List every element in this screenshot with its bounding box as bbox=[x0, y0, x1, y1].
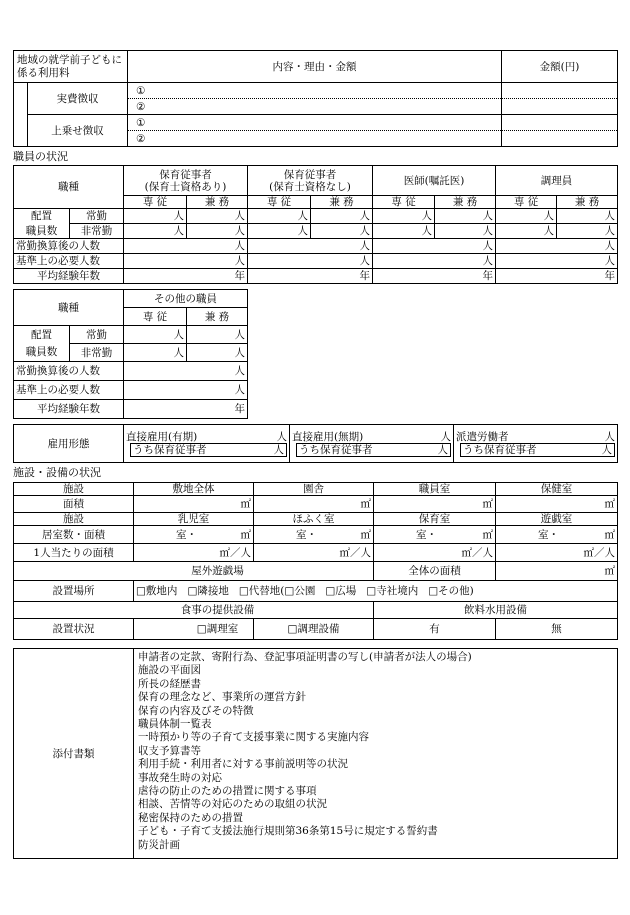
shokuin-label: 職員数 bbox=[14, 224, 70, 239]
attach-item: 職員体制一覧表 bbox=[138, 718, 212, 731]
total-area-label: 全体の面積 bbox=[374, 562, 496, 581]
staff-col4-header: 調理員 bbox=[496, 166, 618, 196]
fees-table bbox=[13, 50, 618, 147]
other-part: 兼 務 bbox=[187, 308, 248, 326]
other-keiken-label: 平均経験年数 bbox=[14, 400, 124, 419]
other-h-1[interactable]: 人 bbox=[124, 344, 187, 362]
haken-uchi: うち保育従事者 bbox=[463, 443, 537, 456]
other-hijoukin: 非常勤 bbox=[70, 344, 124, 362]
other-joukin: 常勤 bbox=[70, 326, 124, 344]
total-area-value[interactable]: ㎡ bbox=[496, 562, 618, 581]
kansan-label: 常勤換算後の人数 bbox=[14, 239, 124, 254]
staff-col1-header: 保育従事者 (保育士資格あり) bbox=[124, 166, 248, 196]
fees-extra-label: 上乗せ徴収 bbox=[28, 115, 128, 147]
room-area-label: 居室数・面積 bbox=[14, 526, 134, 544]
keiken-3[interactable]: 年 bbox=[373, 269, 496, 284]
staff-col3-header: 医師(嘱託医) bbox=[373, 166, 496, 196]
col1-part: 兼 務 bbox=[187, 196, 248, 209]
direct-fixed-uchi: うち保育従事者 bbox=[133, 443, 207, 456]
staff-col2-header: 保育従事者 (保育士資格なし) bbox=[248, 166, 373, 196]
staff-type-header: 職種 bbox=[14, 166, 124, 209]
opt-rinsetsu[interactable]: □隣接地 bbox=[187, 585, 229, 597]
opt-hiroba[interactable]: □広場 bbox=[325, 585, 357, 597]
direct-unfixed-cell[interactable]: 直接雇用(無期) 人 うち保育従事者 人 bbox=[290, 425, 454, 463]
fees-extra-2[interactable]: ② bbox=[128, 131, 502, 147]
fac-hokenshitsu: 保健室 bbox=[496, 483, 618, 496]
cell-j-3[interactable]: 人 bbox=[248, 209, 311, 224]
attach-item: 申請者の定款、寄附行為、登記事項証明書の写し(申請者が法人の場合) bbox=[138, 651, 472, 663]
attach-item: 防災計画 bbox=[138, 838, 180, 851]
attach-item: 保育の理念など、事業所の運営方針 bbox=[138, 691, 306, 704]
fees-actual-1-amount[interactable] bbox=[502, 83, 618, 99]
facility-section-title: 施設・設備の状況 bbox=[13, 466, 101, 479]
kitchen-check[interactable]: □調理室 bbox=[134, 619, 254, 640]
per-person-label: 1人当たりの面積 bbox=[14, 544, 134, 562]
employment-table bbox=[13, 424, 618, 463]
cell-h-2[interactable]: 人 bbox=[187, 224, 248, 239]
area-3[interactable]: ㎡ bbox=[374, 496, 496, 513]
fac-ensha: 園舎 bbox=[254, 483, 374, 496]
water-label: 飲料水用設備 bbox=[374, 602, 618, 619]
area-4[interactable]: ㎡ bbox=[496, 496, 618, 513]
room-3[interactable]: 室・ ㎡ bbox=[374, 526, 496, 544]
direct-unfixed-uchi: うち保育従事者 bbox=[299, 443, 373, 456]
staff-section-title: 職員の状況 bbox=[13, 150, 68, 163]
cell-h-8[interactable]: 人 bbox=[557, 224, 618, 239]
attachments-table bbox=[13, 648, 618, 859]
other-kansan-label: 常勤換算後の人数 bbox=[14, 362, 124, 381]
fac-nyuji: 乳児室 bbox=[134, 513, 254, 526]
fees-extra-2-amount[interactable] bbox=[502, 131, 618, 147]
opt-daitai[interactable]: □代替地(□公園 bbox=[238, 585, 316, 597]
col4-part: 兼 務 bbox=[557, 196, 618, 209]
attach-item: 相談、苦情等の対応のための取組の状況 bbox=[138, 798, 327, 811]
attach-item: 事故発生時の対応 bbox=[138, 771, 222, 784]
area-1[interactable]: ㎡ bbox=[134, 496, 254, 513]
col4-full: 専 従 bbox=[496, 196, 557, 209]
hitsuyou-1[interactable]: 人 bbox=[124, 254, 248, 269]
joukin-label: 常勤 bbox=[70, 209, 124, 224]
kansan-2[interactable]: 人 bbox=[248, 239, 373, 254]
fees-indent bbox=[14, 83, 28, 147]
other-j-1[interactable]: 人 bbox=[124, 326, 187, 344]
hijoukin-label: 非常勤 bbox=[70, 224, 124, 239]
other-type-header: 職種 bbox=[14, 290, 124, 326]
attach-item: 子ども・子育て支援法施行規則第36条第15号に規定する誓約書 bbox=[138, 825, 438, 838]
place-label: 設置場所 bbox=[14, 581, 134, 602]
attach-item: 一時預かり等の子育て支援事業に関する実施内容 bbox=[138, 731, 369, 744]
col1-full: 専 従 bbox=[124, 196, 187, 209]
fees-actual-2-amount[interactable] bbox=[502, 99, 618, 115]
haken-label: 派遣労働者 bbox=[456, 430, 509, 443]
hitsuyou-3[interactable]: 人 bbox=[373, 254, 496, 269]
per-1[interactable]: ㎡／人 bbox=[134, 544, 254, 562]
cell-h-1[interactable]: 人 bbox=[124, 224, 187, 239]
staff-table bbox=[13, 165, 618, 284]
other-staff-table bbox=[13, 289, 248, 419]
outdoor-label: 屋外遊戯場 bbox=[14, 562, 374, 581]
keiken-4[interactable]: 年 bbox=[496, 269, 618, 284]
attach-item: 虐待の防止のための措置に関する事項 bbox=[138, 785, 317, 798]
koyou-label: 雇用形態 bbox=[14, 425, 124, 463]
opt-jisha[interactable]: □寺社境内 bbox=[366, 585, 419, 597]
fees-extra-1[interactable]: ① bbox=[128, 115, 502, 131]
cell-j-8[interactable]: 人 bbox=[557, 209, 618, 224]
cooking-check[interactable]: □調理設備 bbox=[254, 619, 374, 640]
hitsuyou-2[interactable]: 人 bbox=[248, 254, 373, 269]
fees-header-content: 内容・理由・金額 bbox=[128, 51, 502, 83]
fac-shikichi: 敷地全体 bbox=[134, 483, 254, 496]
fees-actual-2[interactable]: ② bbox=[128, 99, 502, 115]
fac-hoiku: 保育室 bbox=[374, 513, 496, 526]
cell-j-7[interactable]: 人 bbox=[496, 209, 557, 224]
shisetsu-label-2: 施設 bbox=[14, 513, 134, 526]
per-4[interactable]: ㎡／人 bbox=[496, 544, 618, 562]
menseki-label: 面積 bbox=[14, 496, 134, 513]
cell-h-6[interactable]: 人 bbox=[435, 224, 496, 239]
fac-yugi: 遊戯室 bbox=[496, 513, 618, 526]
status-label: 設置状況 bbox=[14, 619, 134, 640]
fac-hofuku: ほふく室 bbox=[254, 513, 374, 526]
cell-h-4[interactable]: 人 bbox=[311, 224, 373, 239]
col3-part: 兼 務 bbox=[435, 196, 496, 209]
fac-shokuinshitsu: 職員室 bbox=[374, 483, 496, 496]
kansan-3[interactable]: 人 bbox=[373, 239, 496, 254]
area-2[interactable]: ㎡ bbox=[254, 496, 374, 513]
attach-item: 所長の経歴書 bbox=[138, 677, 201, 690]
opt-shikichi[interactable]: □敷地内 bbox=[136, 585, 178, 597]
cell-h-5[interactable]: 人 bbox=[373, 224, 435, 239]
water-no[interactable]: 無 bbox=[496, 619, 618, 640]
direct-fixed-label: 直接雇用(有期) bbox=[126, 430, 198, 443]
attach-item: 収支予算書等 bbox=[138, 744, 201, 757]
col2-part: 兼 務 bbox=[311, 196, 373, 209]
other-staff-header: その他の職員 bbox=[124, 290, 248, 308]
attach-list bbox=[134, 649, 618, 859]
room-4[interactable]: 室・ ㎡ bbox=[496, 526, 618, 544]
kansan-4[interactable]: 人 bbox=[496, 239, 618, 254]
other-h-2[interactable]: 人 bbox=[187, 344, 248, 362]
col3-full: 専 従 bbox=[373, 196, 435, 209]
cell-h-3[interactable]: 人 bbox=[248, 224, 311, 239]
other-shokuin: 職員数 bbox=[14, 344, 70, 362]
keiken-1[interactable]: 年 bbox=[124, 269, 248, 284]
other-keiken[interactable]: 年 bbox=[124, 400, 248, 419]
hitsuyou-4[interactable]: 人 bbox=[496, 254, 618, 269]
keiken-2[interactable]: 年 bbox=[248, 269, 373, 284]
other-full: 専 従 bbox=[124, 308, 187, 326]
fees-header-amount: 金額(円) bbox=[502, 51, 618, 83]
hitsuyou-label: 基準上の必要人数 bbox=[14, 254, 124, 269]
opt-sonota[interactable]: □その他) bbox=[428, 585, 474, 597]
fees-label: 地域の就学前子どもに係る利用料 bbox=[14, 51, 128, 83]
per-3[interactable]: ㎡／人 bbox=[374, 544, 496, 562]
other-kansan[interactable]: 人 bbox=[124, 362, 248, 381]
attach-item: 利用手続・利用者に対する事前説明等の状況 bbox=[138, 758, 348, 771]
cell-j-5[interactable]: 人 bbox=[373, 209, 435, 224]
kansan-1[interactable]: 人 bbox=[124, 239, 248, 254]
direct-fixed-cell[interactable]: 直接雇用(有期) 人 うち保育従事者 人 bbox=[124, 425, 290, 463]
place-options[interactable] bbox=[134, 581, 618, 602]
fees-extra-1-amount[interactable] bbox=[502, 115, 618, 131]
facility-table bbox=[13, 482, 618, 640]
fees-actual-label: 実費徴収 bbox=[28, 83, 128, 115]
water-yes[interactable]: 有 bbox=[374, 619, 496, 640]
col2-full: 専 従 bbox=[248, 196, 311, 209]
other-hitsuyou[interactable]: 人 bbox=[124, 381, 248, 400]
attach-item: 保育の内容及びその特徴 bbox=[138, 704, 254, 717]
attach-item: 施設の平面図 bbox=[138, 664, 201, 677]
other-hitsuyou-label: 基準上の必要人数 bbox=[14, 381, 124, 400]
attach-label: 添付書類 bbox=[14, 649, 134, 859]
other-j-2[interactable]: 人 bbox=[187, 326, 248, 344]
shisetsu-label-1: 施設 bbox=[14, 483, 134, 496]
haichi-label: 配置 bbox=[14, 209, 70, 224]
attach-item: 秘密保持のための措置 bbox=[138, 811, 243, 824]
meal-label: 食事の提供設備 bbox=[14, 602, 374, 619]
cell-j-4[interactable]: 人 bbox=[311, 209, 373, 224]
haken-cell[interactable]: 派遣労働者 人 うち保育従事者 人 bbox=[454, 425, 618, 463]
cell-h-7[interactable]: 人 bbox=[496, 224, 557, 239]
room-1[interactable]: 室・ ㎡ bbox=[134, 526, 254, 544]
fees-actual-1[interactable]: ① bbox=[128, 83, 502, 99]
per-2[interactable]: ㎡／人 bbox=[254, 544, 374, 562]
direct-unfixed-label: 直接雇用(無期) bbox=[292, 430, 364, 443]
cell-j-6[interactable]: 人 bbox=[435, 209, 496, 224]
cell-j-2[interactable]: 人 bbox=[187, 209, 248, 224]
other-haichi: 配置 bbox=[14, 326, 70, 344]
cell-j-1[interactable]: 人 bbox=[124, 209, 187, 224]
keiken-label: 平均経験年数 bbox=[14, 269, 124, 284]
room-2[interactable]: 室・ ㎡ bbox=[254, 526, 374, 544]
